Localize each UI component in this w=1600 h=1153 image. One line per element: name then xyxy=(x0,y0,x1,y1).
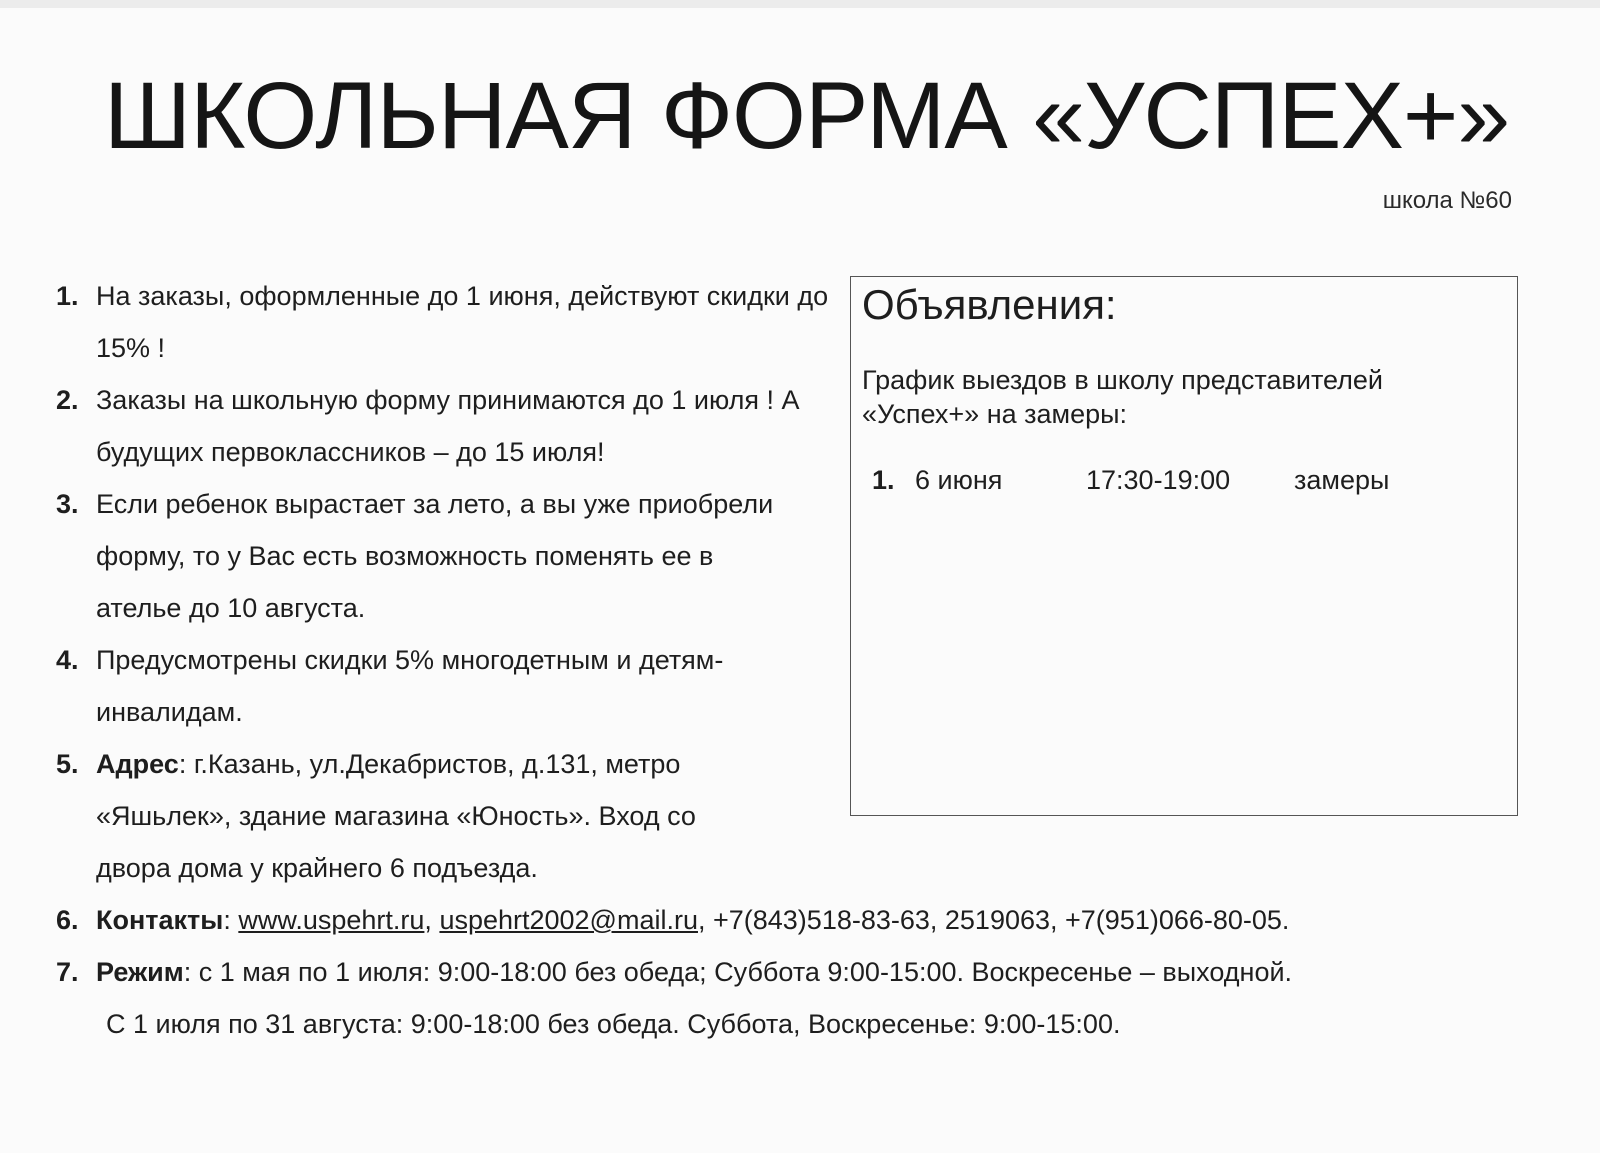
page-title: ШКОЛЬНАЯ ФОРМА «УСПЕХ+» xyxy=(104,63,1510,169)
schedule-number: 1. xyxy=(872,465,895,495)
website-link[interactable]: www.uspehrt.ru xyxy=(238,905,425,935)
item-number: 5. xyxy=(56,749,79,779)
item-text: На заказы, оформленные до 1 июня, действуют скидки до 15% ! xyxy=(96,281,829,363)
item-text: Если ребенок вырастает за лето, а вы уже приобрели форму, то у Вас есть возможность поменять ее в ателье до 10 августа. xyxy=(96,489,774,623)
email-link[interactable]: uspehrt2002@mail.ru xyxy=(439,905,698,935)
contacts-separator: : xyxy=(223,905,239,935)
item-number: 6. xyxy=(56,905,79,935)
schedule-time: 17:30-19:00 xyxy=(1086,465,1231,495)
address-text: : г.Казань, ул.Декабристов, д.131, метро «Яшьлек», здание магазина «Юность». Вход со двора дома у крайнего 6 подъезда. xyxy=(96,749,696,883)
school-number: школа №60 xyxy=(1382,187,1512,214)
item-text xyxy=(96,738,776,894)
list-item-schedule xyxy=(56,946,1456,1050)
announcements-title: Объявления: xyxy=(862,281,1117,328)
contacts-label: Контакты xyxy=(96,905,224,935)
item-text: Предусмотрены скидки 5% многодетным и детям-инвалидам. xyxy=(96,645,724,727)
mode-text-summer: С 1 июля по 31 августа: 9:00-18:00 без обеда. Суббота, Воскресенье: 9:00-15:00. xyxy=(106,1009,1121,1039)
item-number: 1. xyxy=(56,281,79,311)
phone-numbers: , +7(843)518-83-63, 2519063, +7(951)066-80-05. xyxy=(697,905,1290,935)
item-number: 2. xyxy=(56,385,79,415)
scan-top-edge xyxy=(0,0,1600,8)
schedule-date: 6 июня xyxy=(915,465,1003,495)
address-label: Адрес xyxy=(96,749,179,779)
item-number: 3. xyxy=(56,489,79,519)
item-number: 4. xyxy=(56,645,79,675)
list-item-contacts xyxy=(56,894,1456,946)
contacts-comma: , xyxy=(424,905,440,935)
announcements-text: График выездов в школу представителей «Успех+» на замеры: xyxy=(862,365,1383,429)
item-text xyxy=(96,946,1456,998)
item-text xyxy=(96,894,1456,946)
mode-text: : с 1 мая по 1 июля: 9:00-18:00 без обеда; Суббота 9:00-15:00. Воскресенье – выходной. xyxy=(183,957,1293,987)
announcements-box xyxy=(850,276,1518,816)
mode-label: Режим xyxy=(96,957,184,987)
item-text: Заказы на школьную форму принимаются до 1 июля ! А будущих первоклассников – до 15 июля! xyxy=(96,385,800,467)
item-number: 7. xyxy=(56,957,79,987)
schedule-event: замеры xyxy=(1294,465,1390,495)
